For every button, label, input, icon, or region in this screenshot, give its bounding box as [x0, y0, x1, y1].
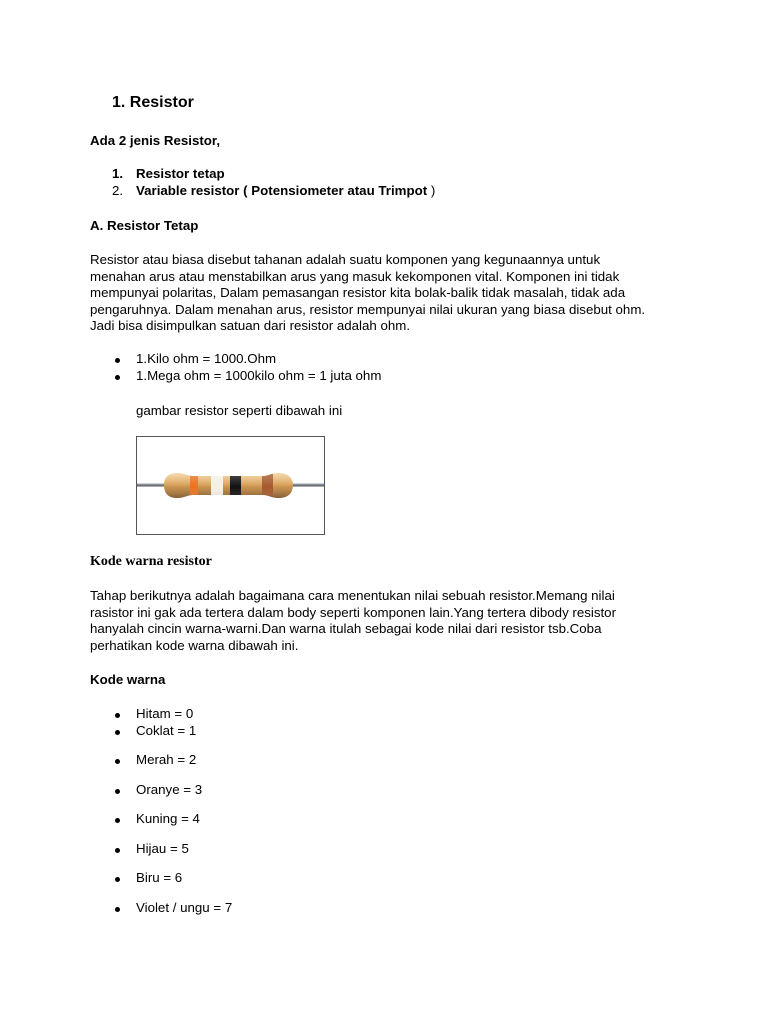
page-title: [112, 93, 194, 113]
list-label: Hijau = 5: [136, 840, 189, 856]
bullet-icon: [115, 759, 120, 764]
lead-left: [137, 484, 167, 487]
list-label: Oranye = 3: [136, 781, 203, 797]
paragraph-line: mempunyai polaritas, Dalam pemasangan resistor kita bolak-balik tidak masalah, tidak ada: [90, 285, 626, 300]
resistor-icon: [137, 437, 324, 534]
list-label: Merah = 2: [136, 752, 197, 767]
list-label-tail: ): [427, 183, 436, 198]
paragraph-line: Tahap berikutnya adalah bagaimana cara menentukan nilai sebuah resistor.Memang nilai: [90, 588, 615, 603]
list-label: Variable resistor ( Potensiometer atau Trimpot: [136, 183, 428, 198]
heading-number: 1.: [112, 94, 126, 111]
list-label: Coklat = 1: [136, 722, 197, 738]
resistor-image: [136, 436, 325, 535]
paragraph-line: menahan arus atau menstabilkan arus yang masuk kekomponen vital. Komponen ini tidak: [90, 268, 620, 284]
bullet-icon: [115, 375, 120, 380]
lead-right: [290, 484, 324, 487]
list-label: Violet / ungu = 7: [136, 899, 233, 915]
paragraph-line: perhatikan kode warna dibawah ini.: [90, 637, 299, 653]
list-number: 2.: [112, 183, 124, 198]
section-a-title: A. Resistor Tetap: [90, 218, 199, 233]
image-caption: gambar resistor seperti dibawah ini: [136, 403, 343, 418]
kode-warna-resistor-title: Kode warna resistor: [90, 554, 212, 569]
list-label: Hitam = 0: [136, 706, 194, 721]
bullet-icon: [115, 713, 120, 718]
list-label: Biru = 6: [136, 870, 183, 885]
bullet-icon: [115, 789, 120, 794]
paragraph-line: Jadi bisa disimpulkan satuan dari resistor adalah ohm.: [90, 318, 411, 333]
list-label: Resistor tetap: [136, 166, 225, 181]
bullet-icon: [115, 877, 120, 882]
bullet-icon: [115, 358, 120, 363]
section-a-paragraph: [90, 252, 690, 335]
kode-paragraph: [90, 588, 690, 654]
bullet-icon: [115, 730, 120, 735]
heading-title: Resistor: [129, 94, 194, 111]
paragraph-line: pengaruhnya. Dalam menahan arus, resistor mempunyai nilai ukuran yang biasa disebut ohm.: [90, 301, 646, 317]
list-label: Kuning = 4: [136, 811, 200, 826]
bullet-icon: [115, 848, 120, 853]
paragraph-line: hanyalah cincin warna-warni.Dan warna itulah sebagai kode nilai dari resistor tsb.Coba: [90, 621, 602, 636]
bullet-icon: [115, 818, 120, 823]
list-number: 1.: [112, 166, 124, 181]
list-label: 1.Kilo ohm = 1000.Ohm: [136, 351, 277, 366]
paragraph-line: rasistor ini gak ada tertera dalam body seperti komponen lain.Yang tertera dibody resistor: [90, 604, 616, 620]
bullet-icon: [115, 907, 120, 912]
paragraph-line: Resistor atau biasa disebut tahanan adalah suatu komponen yang kegunaannya untuk: [90, 252, 601, 267]
list-label: 1.Mega ohm = 1000kilo ohm = 1 juta ohm: [136, 368, 382, 383]
intro-text: Ada 2 jenis Resistor,: [90, 133, 221, 148]
kode-warna-title: Kode warna: [90, 672, 166, 687]
